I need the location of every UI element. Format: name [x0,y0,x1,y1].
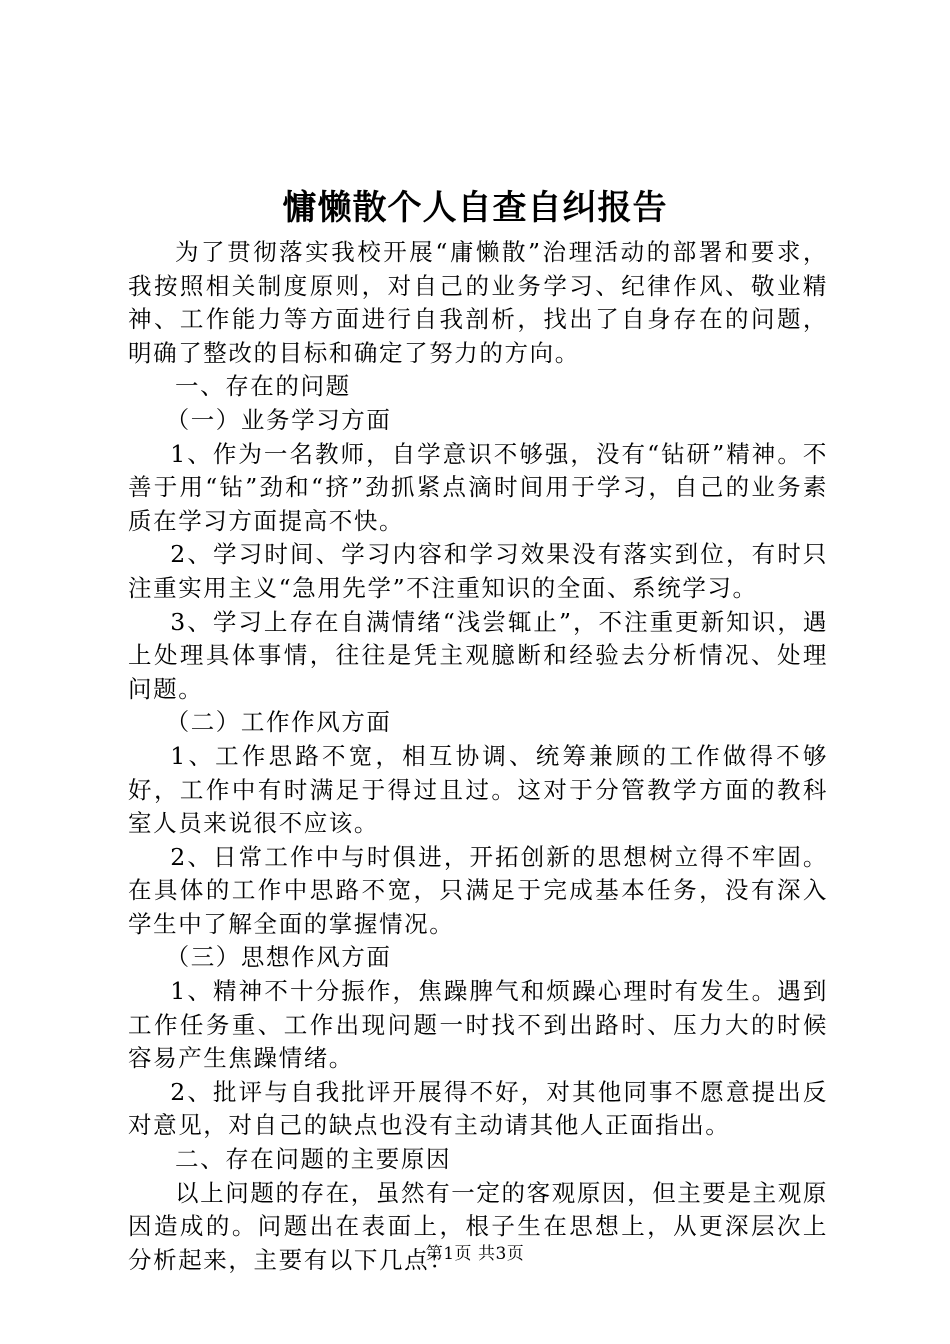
paragraph-causes-intro: 以上问题的存在，虽然有一定的客观原因，但主要是主观原因造成的。问题出在表面上，根子生在思想上，从更深层次上分析起来，主要有以下几点： [128,1178,828,1274]
subsection-heading-thinking: （三）思想作风方面 [165,943,392,972]
paragraph-work-1: 1、工作思路不宽，相互协调、统筹兼顾的工作做得不够好，工作中有时满足于得过且过。这对于分管教学方面的教科室人员来说很不应该。 [128,741,828,838]
document-body [128,236,828,1277]
subsection-heading-study: （一）业务学习方面 [165,405,392,434]
paragraph-study-1: 1、作为一名教师，自学意识不够强，没有“钻研”精神。不善于用“钻”劲和“挤”劲抓紧点滴时间用于学习，自己的业务素质在学习方面提高不快。 [128,439,828,535]
paragraph-work-2: 2、日常工作中与时俱进，开拓创新的思想树立得不牢固。在具体的工作中思路不宽，只满足于完成基本任务，没有深入学生中了解全面的掌握情况。 [128,842,828,938]
paragraph-intro: 为了贯彻落实我校开展“庸懒散”治理活动的部署和要求，我按照相关制度原则，对自己的业务学习、纪律作风、敬业精神、工作能力等方面进行自我剖析，找出了自身存在的问题，明确了整改的目标和确定了努力的方向。 [128,238,828,367]
paragraph-thinking-2: 2、批评与自我批评开展得不好，对其他同事不愿意提出反对意见，对自己的缺点也没有主动请其他人正面指出。 [128,1077,828,1140]
section-heading-causes: 二、存在问题的主要原因 [175,1145,452,1174]
page-footer: 第1页 共3页 [425,1244,525,1264]
paragraph-study-3: 3、学习上存在自满情绪“浅尝辄止”，不注重更新知识，遇上处理具体事情，往往是凭主观臆断和经验去分析情况、处理问题。 [128,607,828,703]
section-heading-problems: 一、存在的问题 [175,372,351,401]
subsection-heading-work-style: （二）工作作风方面 [165,708,392,737]
document-title: 慵懒散个人自查自纠报告 [282,188,668,228]
paragraph-study-2: 2、学习时间、学习内容和学习效果没有落实到位，有时只注重实用主义“急用先学”不注重知识的全面、系统学习。 [128,540,828,602]
paragraph-thinking-1: 1、精神不十分振作，焦躁脾气和烦躁心理时有发生。遇到工作任务重、工作出现问题一时找不到出路时、压力大的时候容易产生焦躁情绪。 [128,977,828,1073]
